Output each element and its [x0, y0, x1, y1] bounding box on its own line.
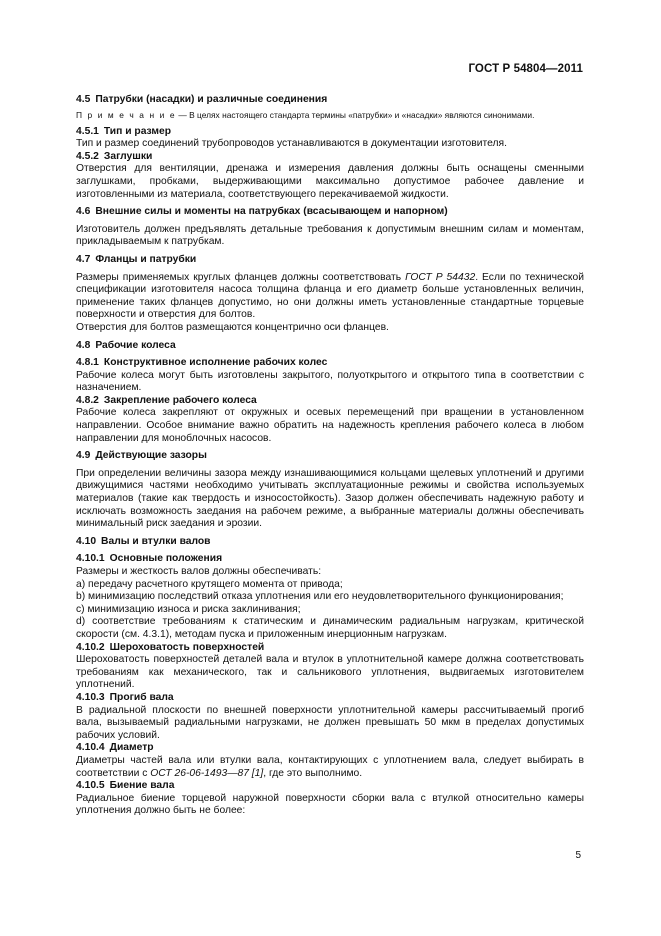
section-heading-4-10-4: 4.10.4 Диаметр — [76, 742, 154, 754]
paragraph: В радиальной плоскости по внешней поверхности уплотнительной камеры рассчитываемый прогиб вала, вызываемый радиальными нагрузками, не должен превышать 50 мкм в пределах допустимых рабочих условий. — [76, 704, 584, 741]
section-heading-4-10: 4.10 Валы и втулки валов — [76, 535, 211, 547]
section-heading-4-5: 4.5 Патрубки (насадки) и различные соединения — [76, 94, 328, 105]
paragraph: Отверстия для болтов размещаются концентрично оси фланцев. — [76, 321, 389, 333]
paragraph: Размеры и жесткость валов должны обеспечивать: — [76, 566, 322, 577]
list-item: b) минимизацию последствий отказа уплотнения или его неудовлетворительного функционирования; — [76, 591, 564, 603]
page-number: 5 — [575, 850, 581, 861]
list-item: а) передачу расчетного крутящего момента от привода; — [76, 578, 343, 590]
standard-reference: ОСТ 26-06-1493—87 [1] — [150, 767, 264, 779]
paragraph: Радиальное биение торцевой наружной поверхности сборки вала с втулкой относительно камеры уплотнения должно быть не более: — [76, 792, 584, 817]
paragraph: Диаметры частей вала или втулки вала, контактирующих с уплотнением вала, следует выбирать в соответствии с ОСТ 26-06-1493—87 [1], где это выполнимо. — [76, 754, 584, 779]
paragraph: Изготовитель должен предъявлять детальные требования к допустимым внешним силам и моментам, прикладываемым к патрубкам. — [76, 223, 584, 248]
paragraph: При определении величины зазора между изнашивающимися кольцами щелевых уплотнений и другими движущимися частями необходимо учитывать эксплуатационные режимы и свойства используемых материалов (такие как твердость и износостойкость). Зазор должен обеспечивать надежную работу и исключать возможность заедания на рабочем режиме, а выбранные материалы должны обеспечивать минимальный риск заедания и эрозии. — [76, 467, 584, 530]
section-heading-4-6: 4.6 Внешние силы и моменты на патрубках (всасывающем и напорном) — [76, 206, 448, 218]
standard-reference: ГОСТ Р 54432 — [405, 271, 476, 283]
section-heading-4-7: 4.7 Фланцы и патрубки — [76, 253, 197, 265]
paragraph: Отверстия для вентиляции, дренажа и измерения давления должны быть оснащены сменными заглушками, пробками, выдерживающими максимально допустимое рабочее давление и изготовленными из материала, соответствующего перекачиваемой жидкости. — [76, 163, 584, 200]
section-heading-4-9: 4.9 Действующие зазоры — [76, 450, 207, 462]
section-heading-4-10-5: 4.10.5 Биение вала — [76, 780, 175, 792]
list-item: d) соответствие требованиям к статическим и динамическим радиальным нагрузкам, критической скорости (см. 4.3.1), методам пуска и приложенным инерционным нагрузкам. — [76, 616, 584, 640]
standard-number: ГОСТ Р 54804—2011 — [468, 63, 583, 75]
section-heading-4-8-2: 4.8.2 Закрепление рабочего колеса — [76, 394, 257, 406]
paragraph: Тип и размер соединений трубопроводов устанавливаются в документации изготовителя. — [76, 138, 507, 150]
list-item: c) минимизацию износа и риска заклинивания; — [76, 603, 301, 615]
section-heading-4-5-1: 4.5.1 Тип и размер — [76, 125, 172, 137]
section-heading-4-10-2: 4.10.2 Шероховатость поверхностей — [76, 641, 265, 653]
section-heading-4-10-1: 4.10.1 Основные положения — [76, 553, 223, 565]
paragraph: Рабочие колеса могут быть изготовлены закрытого, полуоткрытого и открытого типа в соответствии с назначением. — [76, 369, 584, 394]
section-heading-4-10-3: 4.10.3 Прогиб вала — [76, 691, 174, 703]
paragraph: Размеры применяемых круглых фланцев должны соответствовать ГОСТ Р 54432. Если по технической спецификации изготовителя насоса толщина фланца и его диаметр больше установленных величин, применение таких фланцев допустимо, но они должны иметь установленные стандартные торцевые поверхности и отверстия для болтов. — [76, 271, 584, 321]
section-heading-4-8-1: 4.8.1 Конструктивное исполнение рабочих колес — [76, 357, 328, 369]
paragraph: Рабочие колеса закрепляют от окружных и осевых перемещений при вращении в установленном направлении. Особое внимание важно обратить на надежность крепления рабочего колеса в любом направлении для моноблочных насосов. — [76, 407, 584, 444]
note — [76, 110, 584, 121]
section-heading-4-5-2: 4.5.2 Заглушки — [76, 150, 153, 162]
page-content — [76, 94, 584, 818]
note-label: П р и м е ч а н и е — [76, 109, 177, 120]
note-text: — В целях настоящего стандарта термины «патрубки» и «насадки» являются синонимами. — [176, 109, 535, 120]
paragraph: Шероховатость поверхностей деталей вала и втулок в уплотнительной камере должна соответствовать требованиям как механического, так и сальникового уплотнения, выдвигаемых изготовителем уплотнений. — [76, 654, 584, 691]
section-heading-4-8: 4.8 Рабочие колеса — [76, 339, 176, 351]
